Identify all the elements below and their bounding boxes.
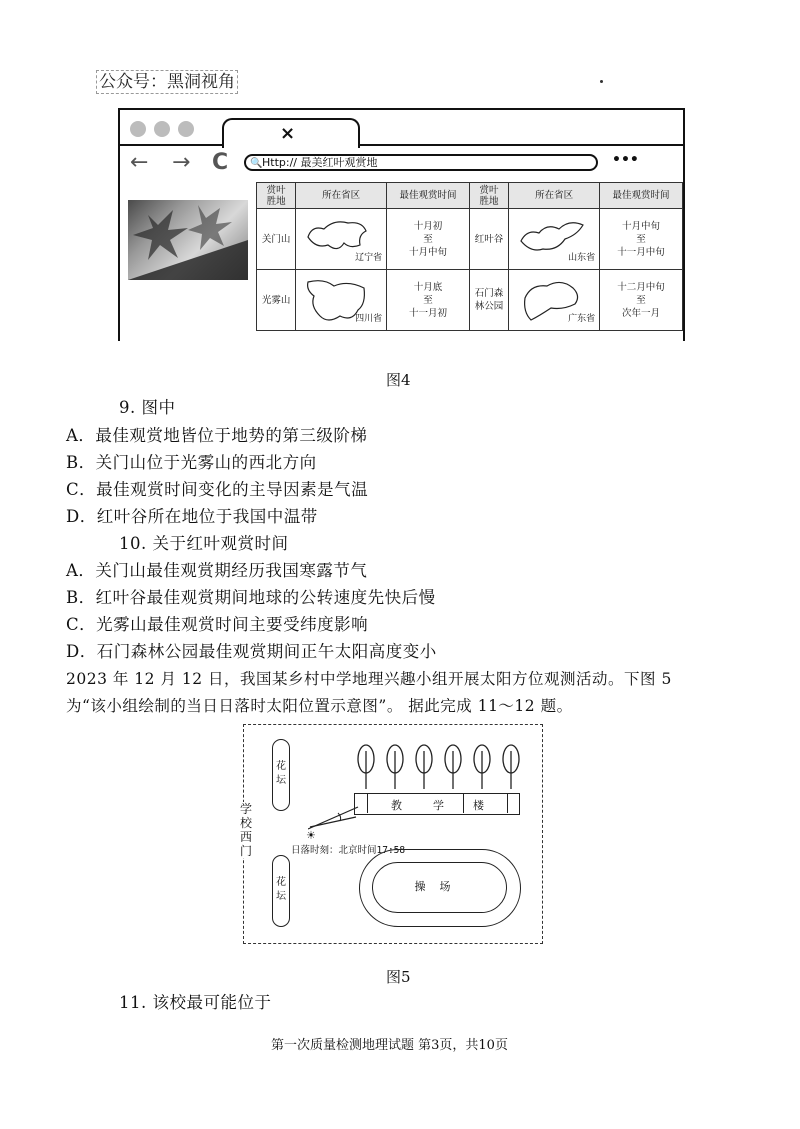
option-9b: B．关门山位于光雾山的西北方向 [66, 453, 317, 472]
flowerbed-south: 花 坛 [272, 855, 290, 927]
maple-leaf-photo [128, 200, 248, 280]
province-label: 广东省 [568, 314, 596, 324]
url-text: Http:// 最美红叶观赏地 [262, 156, 378, 169]
intro-line-2: 为“该小组绘制的当日日落时太阳位置示意图”。 据此完成 11～12 题。 [66, 697, 573, 715]
flowerbed-north: 花 坛 [272, 739, 290, 811]
forward-arrow-icon: → [172, 150, 191, 175]
best-time: 十月初 至 十月中旬 [387, 209, 470, 270]
browser-figure [118, 108, 685, 341]
west-gate-label: 学 校 西 门 [240, 802, 253, 858]
intro-line-1: 2023 年 12 月 12 日，我国某乡村中学地理兴趣小组开展太阳方位观测活动。下图 5 [66, 670, 672, 688]
option-10d: D．石门森林公园最佳观赏期间正午太阳高度变小 [66, 642, 437, 661]
best-time: 十月中旬 至 十一月中旬 [600, 209, 683, 270]
figure-4-caption: 图4 [386, 371, 411, 389]
spot-name: 光雾山 [257, 270, 296, 331]
window-button-circle [154, 121, 170, 137]
option-10a: A．关门山最佳观赏期经历我国寒露节气 [66, 561, 368, 580]
reload-icon: C [212, 150, 229, 175]
spot-name: 关门山 [257, 209, 296, 270]
option-10b: B．红叶谷最佳观赏期间地球的公转速度先快后慢 [66, 588, 436, 607]
browser-tab-bar [120, 110, 683, 146]
spot-name: 红叶谷 [469, 209, 508, 270]
question-11: 11. 该校最可能位于 [119, 993, 272, 1012]
option-9c: C．最佳观赏时间变化的主导因素是气温 [66, 480, 369, 499]
province-label: 山东省 [568, 253, 596, 263]
question-9: 9. 图中 [119, 398, 176, 417]
search-icon: 🔍 [250, 158, 263, 169]
col-header-time: 最佳观赏时间 [600, 183, 683, 209]
watermark-label: 公众号：黑洞视角 [96, 70, 238, 94]
building-label: 学 [433, 799, 444, 812]
playground-track [359, 849, 521, 927]
url-bar [244, 154, 598, 171]
province-label: 辽宁省 [355, 253, 383, 263]
back-arrow-icon: ← [130, 150, 149, 175]
window-button-circle [178, 121, 194, 137]
menu-dots-icon: ••• [612, 152, 639, 168]
spot-name: 石门森 林公园 [469, 270, 508, 331]
province-map-cell [509, 209, 600, 270]
red-leaf-table [256, 182, 683, 331]
table-row [257, 209, 683, 270]
question-10: 10. 关于红叶观赏时间 [119, 534, 289, 553]
window-button-circle [130, 121, 146, 137]
col-header-spot: 赏叶 胜地 [469, 183, 508, 209]
page-footer: 第一次质量检测地理试题 第3页，共10页 [271, 1038, 508, 1053]
best-time: 十月底 至 十一月初 [387, 270, 470, 331]
col-header-province: 所在省区 [296, 183, 387, 209]
figure-5-caption: 图5 [386, 968, 411, 986]
col-header-time: 最佳观赏时间 [387, 183, 470, 209]
building-label: 楼 [473, 799, 484, 812]
option-10c: C．光雾山最佳观赏时间主要受纬度影响 [66, 615, 369, 634]
province-label: 四川省 [355, 314, 383, 324]
province-map-cell [296, 209, 387, 270]
sun-direction-line [308, 801, 368, 831]
sunset-time-label: 日落时刻：北京时间17:58 [291, 845, 406, 856]
col-header-province: 所在省区 [509, 183, 600, 209]
speck-dot [600, 80, 603, 83]
province-map-cell [509, 270, 600, 331]
province-map-cell [296, 270, 387, 331]
option-9d: D．红叶谷所在地位于我国中温带 [66, 507, 318, 526]
close-icon: × [280, 123, 296, 144]
teaching-building [354, 793, 520, 815]
best-time: 十二月中旬 至 次年一月 [600, 270, 683, 331]
playground-label: 操场 [372, 862, 507, 913]
sun-icon: ☀ [306, 829, 316, 842]
browser-tab [222, 118, 360, 148]
building-label: 教 [391, 799, 402, 812]
option-9a: A．最佳观赏地皆位于地势的第三级阶梯 [66, 426, 368, 445]
figure-5-school-map [240, 724, 543, 944]
trees-row [354, 741, 524, 791]
col-header-spot: 赏叶 胜地 [257, 183, 296, 209]
table-row [257, 270, 683, 331]
